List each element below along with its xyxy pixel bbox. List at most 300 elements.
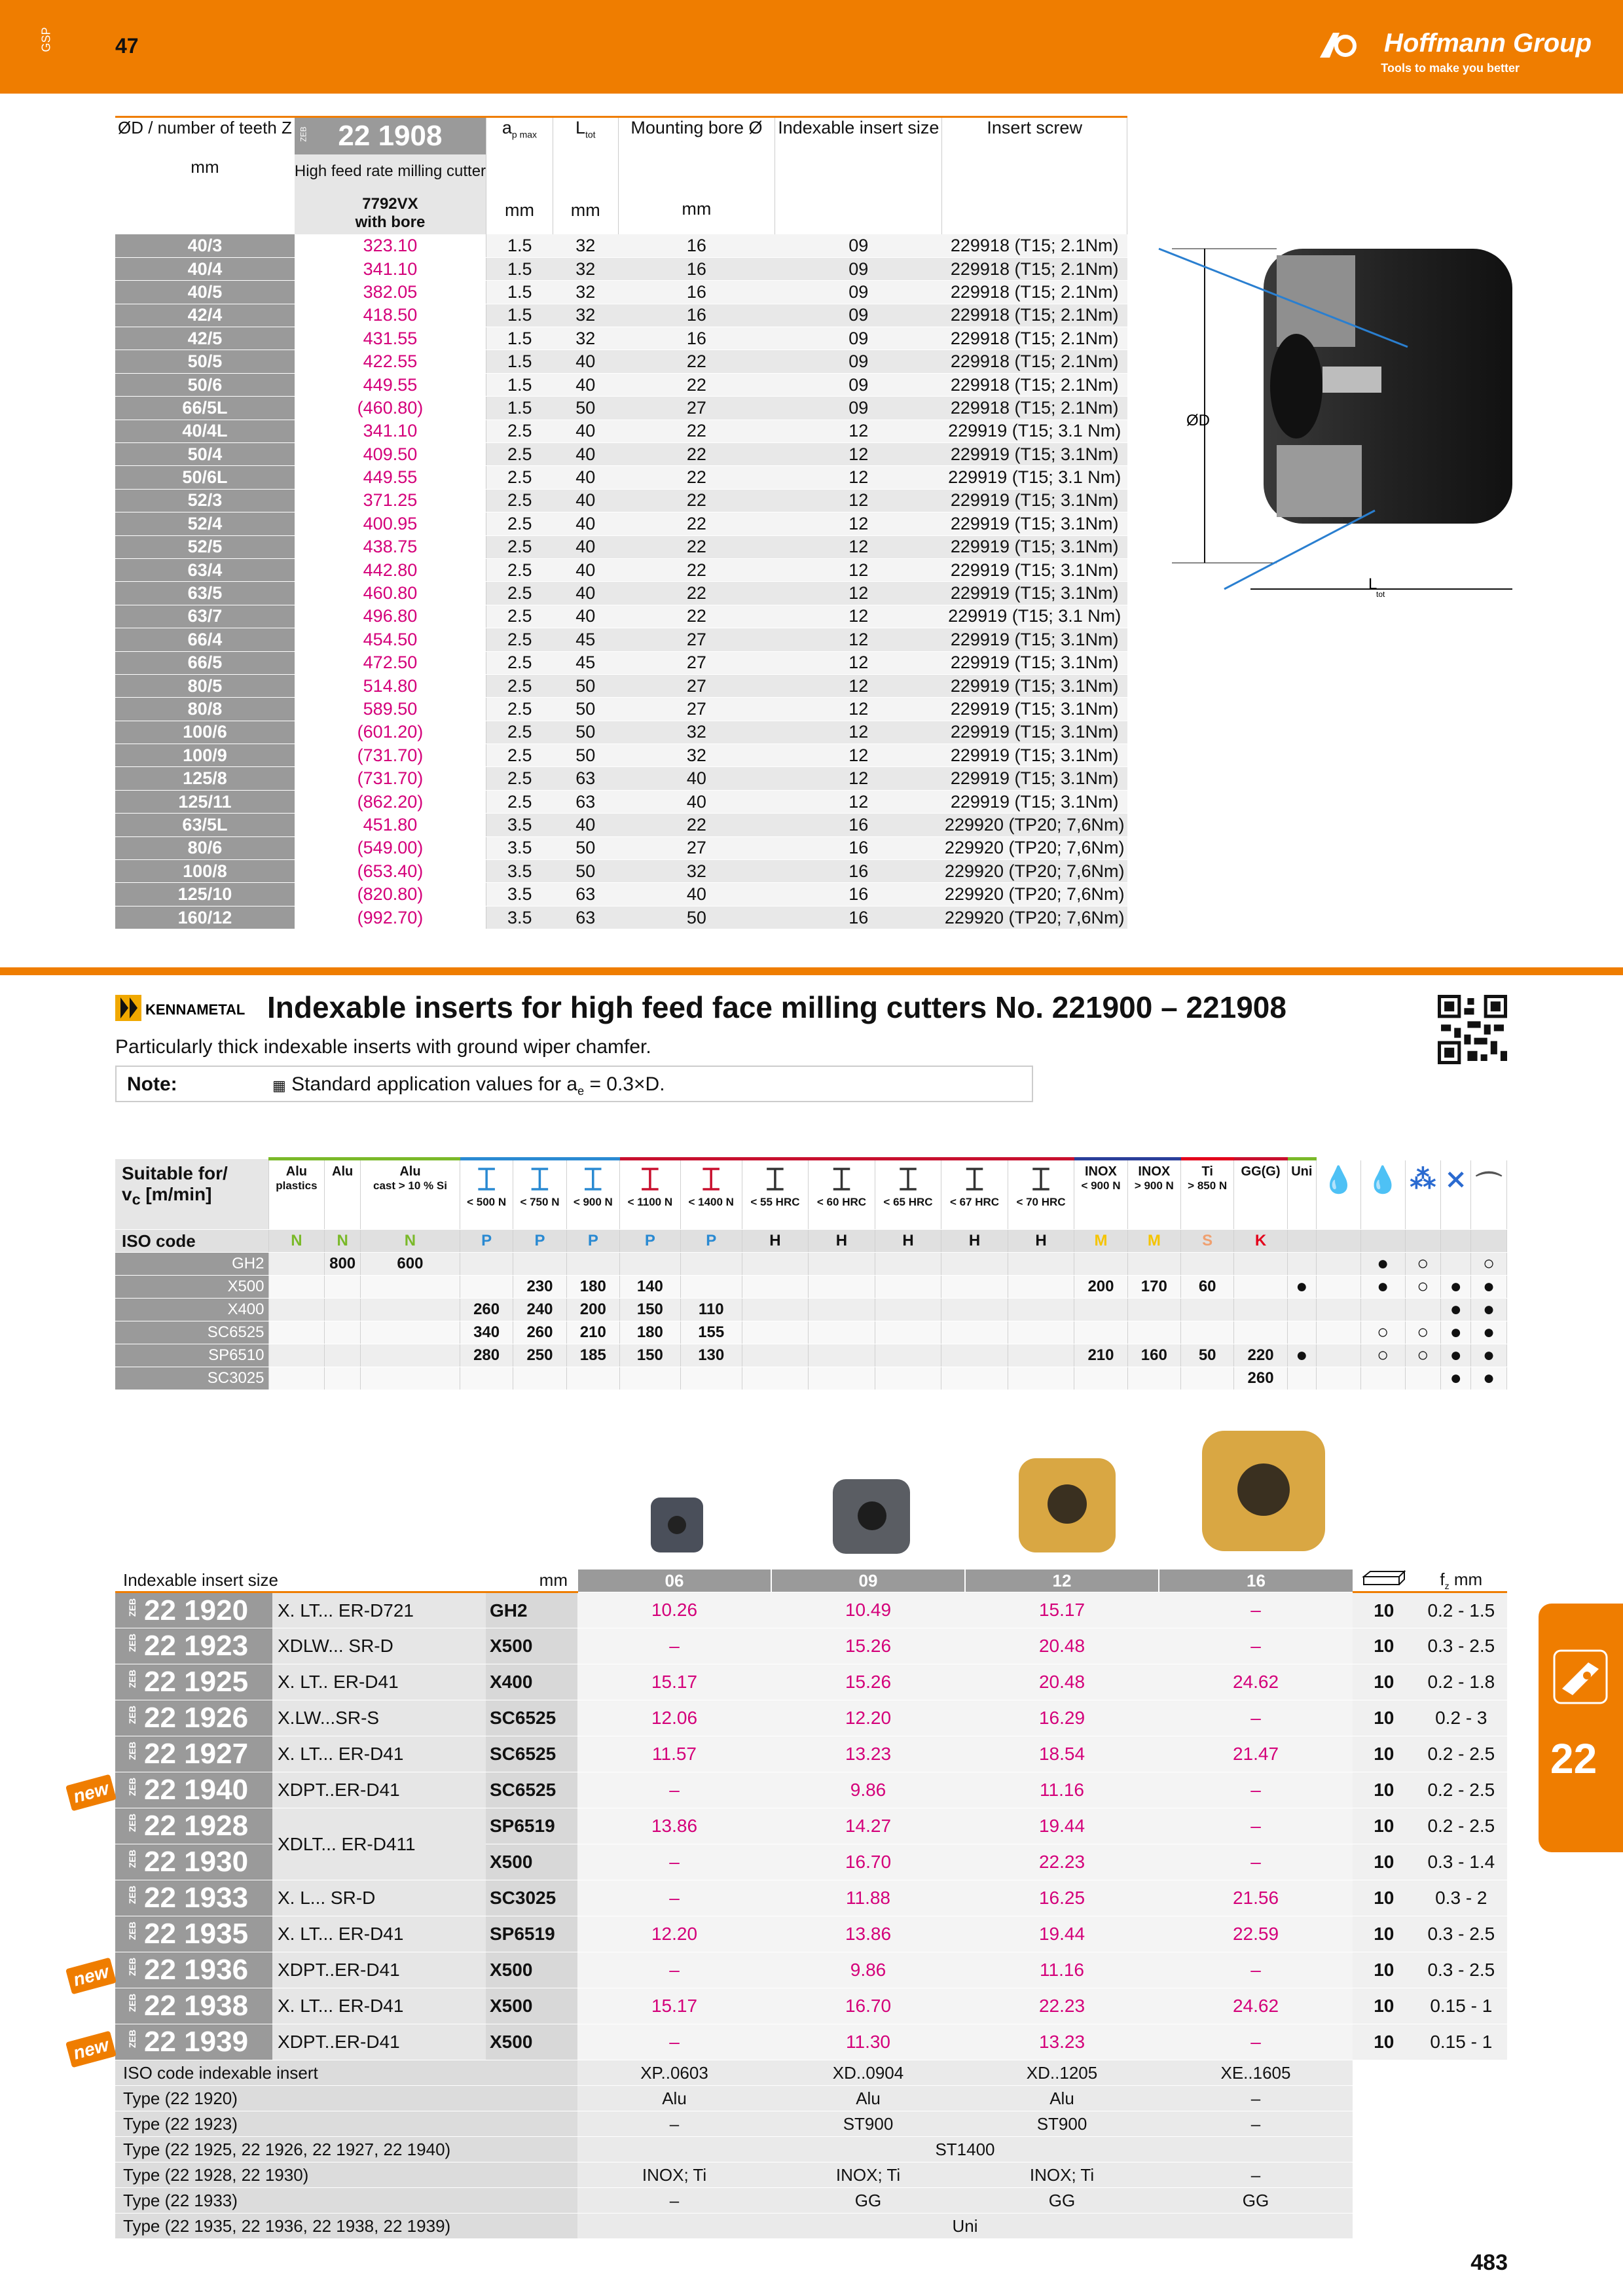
- bore-cell: 40: [618, 790, 775, 813]
- grade-cell: SC6525: [486, 1700, 577, 1736]
- fz-cell: 0.15 - 1: [1415, 1988, 1507, 2024]
- grade-cell: X400: [486, 1664, 577, 1700]
- vc-cell: [1441, 1253, 1471, 1276]
- material-spec: cast > 10 % Si: [373, 1179, 447, 1192]
- zeb-label: ZEB: [127, 1850, 137, 1869]
- ltot-cell: 50: [553, 836, 618, 859]
- material-col-8: [742, 1159, 809, 1230]
- vc-cell: [1181, 1367, 1234, 1390]
- bore-cell: 22: [618, 605, 775, 628]
- size-06: 06: [577, 1570, 771, 1592]
- vc-cell: ●: [1441, 1299, 1471, 1321]
- material-spec: < 900 N: [573, 1196, 613, 1208]
- bore-cell: 16: [618, 281, 775, 304]
- diameter-cell: 40/5: [115, 281, 295, 304]
- table-row: [115, 489, 1127, 512]
- type-empty: [1415, 2111, 1507, 2137]
- ap-cell: 2.5: [486, 628, 553, 651]
- material-col-16: [1234, 1159, 1287, 1230]
- fz-head: [1415, 1570, 1507, 1592]
- bore-cell: 22: [618, 466, 775, 489]
- ap-cell: 3.5: [486, 860, 553, 883]
- diameter-cell: 40/4: [115, 257, 295, 280]
- vc-cell: 240: [513, 1299, 566, 1321]
- insert-row: [115, 1988, 1507, 2024]
- ap-cell: 2.5: [486, 558, 553, 581]
- vc-cell: [268, 1276, 325, 1299]
- type-empty: [1353, 2060, 1415, 2086]
- screw-cell: 229919 (T15; 3.1Nm): [942, 628, 1127, 651]
- insert-size-cell: 12: [775, 512, 942, 535]
- type-cell: GG: [1159, 2188, 1353, 2214]
- application-table: [115, 1157, 1507, 1390]
- material-name: Alu: [399, 1164, 421, 1179]
- bore-cell: 22: [618, 558, 775, 581]
- grade-cell: X500: [486, 1844, 577, 1880]
- insert-06-image: [648, 1492, 707, 1555]
- price-cell: 12.06: [577, 1700, 771, 1736]
- vc-cell: 170: [1127, 1276, 1180, 1299]
- vc-cell: ●: [1287, 1344, 1316, 1367]
- grade-cell: SP6519: [486, 1808, 577, 1844]
- diameter-cell: 125/8: [115, 767, 295, 790]
- price-cell: (992.70): [295, 906, 486, 929]
- iso-cell: [1317, 1230, 1361, 1253]
- vc-cell: [1405, 1367, 1441, 1390]
- price-cell: 22.59: [1159, 1916, 1353, 1952]
- price-cell: 11.16: [965, 1952, 1159, 1988]
- hoffmann-logo-icon: [1317, 30, 1362, 60]
- price-cell: –: [1159, 1772, 1353, 1808]
- price-cell: 16.70: [771, 1988, 965, 2024]
- table-row: [115, 443, 1127, 466]
- price-cell: 442.80: [295, 558, 486, 581]
- vc-cell: [941, 1299, 1008, 1321]
- vc-cell: ●: [1441, 1321, 1471, 1344]
- screw-cell: 229918 (T15; 2.1Nm): [942, 281, 1127, 304]
- vc-cell: [1234, 1276, 1287, 1299]
- material-spec: < 750 N: [520, 1196, 560, 1208]
- price-cell: 323.10: [295, 234, 486, 257]
- vc-cell: 200: [1074, 1276, 1127, 1299]
- pack-qty-cell: 10: [1353, 1988, 1415, 2024]
- zeb-label: ZEB: [127, 1670, 137, 1689]
- insert-row: [115, 2024, 1507, 2060]
- article-number: 22 1940: [144, 1774, 249, 1806]
- vc-cell: 140: [620, 1276, 681, 1299]
- fz-label: f: [1440, 1570, 1445, 1589]
- table-row: [115, 767, 1127, 790]
- price-cell: –: [1159, 2024, 1353, 2060]
- material-name: GG(G): [1241, 1164, 1281, 1179]
- vc-cell: [742, 1321, 809, 1344]
- material-col-2: [360, 1159, 460, 1230]
- grade-row: [115, 1367, 1507, 1390]
- price-cell: 341.10: [295, 420, 486, 442]
- vc-cell: [360, 1367, 460, 1390]
- screw-cell: 229919 (T15; 3.1 Nm): [942, 605, 1127, 628]
- price-cell: –: [1159, 1628, 1353, 1664]
- type-label: Type (22 1925, 22 1926, 22 1927, 22 1940): [115, 2137, 577, 2162]
- bore-cell: 40: [618, 883, 775, 906]
- vc-cell: [875, 1253, 941, 1276]
- iso-cell: S: [1181, 1230, 1234, 1253]
- ltot-cell: 50: [553, 674, 618, 697]
- price-cell: 422.55: [295, 350, 486, 373]
- vc-text: v: [122, 1183, 132, 1204]
- type-cell: Alu: [577, 2086, 771, 2111]
- vc-cell: [1287, 1367, 1316, 1390]
- screw-cell: 229920 (TP20; 7,6Nm): [942, 814, 1127, 836]
- bore-cell: 22: [618, 535, 775, 558]
- vc-cell: [1317, 1321, 1361, 1344]
- ap-cell: 1.5: [486, 327, 553, 350]
- insert-size-cell: 12: [775, 443, 942, 466]
- material-col-14: [1127, 1159, 1180, 1230]
- article-number-cell: [115, 1988, 272, 2024]
- steel-beam-icon: ⌶: [765, 1162, 785, 1197]
- ltot-cell: 50: [553, 744, 618, 767]
- insert-16-image: [1198, 1424, 1329, 1555]
- price-cell: (731.70): [295, 767, 486, 790]
- bore-cell: 32: [618, 721, 775, 744]
- diameter-cell: 100/8: [115, 860, 295, 883]
- article-number: 22 1935: [144, 1918, 249, 1950]
- iso-row: [115, 1230, 1507, 1253]
- vc-cell: [1127, 1321, 1180, 1344]
- chapter-tab[interactable]: [1539, 1604, 1623, 1852]
- insert-size-cell: 09: [775, 373, 942, 396]
- vc-cell: [1008, 1367, 1074, 1390]
- article-number: 22 1920: [144, 1594, 249, 1626]
- grade-row: [115, 1253, 1507, 1276]
- grade-name: X400: [115, 1299, 268, 1321]
- screw-cell: 229918 (T15; 2.1Nm): [942, 304, 1127, 327]
- zeb-label: ZEB: [127, 1706, 137, 1725]
- material-spec: < 65 HRC: [883, 1196, 933, 1208]
- insert-size-cell: 12: [775, 535, 942, 558]
- ap-cell: 2.5: [486, 512, 553, 535]
- vc-cell: [941, 1321, 1008, 1344]
- bore-cell: 27: [618, 628, 775, 651]
- ltot-cell: 45: [553, 628, 618, 651]
- steel-beam-icon: ⌶: [832, 1162, 851, 1197]
- zeb-label: ZEB: [127, 1886, 137, 1905]
- section-divider: [0, 967, 1623, 975]
- insert-desc: X. LT.. ER-D41: [272, 1664, 486, 1700]
- kennametal-brand: KENNAMETAL: [145, 1001, 246, 1018]
- price-cell: 14.27: [771, 1808, 965, 1844]
- vc-cell: [1074, 1367, 1127, 1390]
- vc-cell: [566, 1253, 619, 1276]
- table-row: [115, 466, 1127, 489]
- vc-cell: [809, 1367, 875, 1390]
- price-cell: –: [1159, 1844, 1353, 1880]
- new-badge: new: [65, 2031, 117, 2068]
- article-number: 22 1939: [144, 2026, 249, 2058]
- type-row: [115, 2162, 1507, 2188]
- ap-label: a: [501, 118, 512, 137]
- vc-cell: [1008, 1344, 1074, 1367]
- insert-size-cell: 12: [775, 489, 942, 512]
- vc-cell: ●: [1441, 1344, 1471, 1367]
- price-cell: 454.50: [295, 628, 486, 651]
- vc-cell: [513, 1253, 566, 1276]
- price-cell: 21.47: [1159, 1736, 1353, 1772]
- price-cell: 9.86: [771, 1952, 965, 1988]
- bore-cell: 22: [618, 582, 775, 605]
- vc-cell: [742, 1367, 809, 1390]
- material-name: Ti: [1201, 1164, 1213, 1179]
- type-empty: [1415, 2060, 1507, 2086]
- grade-name: SC3025: [115, 1367, 268, 1390]
- article-number-cell: [115, 1592, 272, 1628]
- price-cell: 10.49: [771, 1592, 965, 1628]
- material-name: Alu: [285, 1164, 307, 1179]
- pack-qty-cell: 10: [1353, 1952, 1415, 1988]
- iso-cell: M: [1127, 1230, 1180, 1253]
- section-title: Indexable inserts for high feed face milling cutters No. 221900 – 221908: [267, 990, 1286, 1024]
- vc-cell: [1008, 1321, 1074, 1344]
- fz-cell: 0.2 - 1.8: [1415, 1664, 1507, 1700]
- material-name: INOX: [1085, 1164, 1117, 1179]
- vc-cell: [460, 1253, 513, 1276]
- price-cell: (653.40): [295, 860, 486, 883]
- diameter-cell: 63/7: [115, 605, 295, 628]
- diameter-cell: 50/4: [115, 443, 295, 466]
- bore-cell: 22: [618, 350, 775, 373]
- steel-beam-icon: ⌶: [583, 1162, 603, 1197]
- bore-cell: 16: [618, 234, 775, 257]
- insert-desc: X. L... SR-D: [272, 1880, 486, 1916]
- ap-unit: mm: [504, 200, 534, 221]
- pack-head: [1353, 1570, 1415, 1592]
- price-cell: –: [577, 1880, 771, 1916]
- package-icon: [1361, 1570, 1407, 1586]
- ltot-cell: 40: [553, 535, 618, 558]
- price-cell: 15.26: [771, 1664, 965, 1700]
- ap-cell: 3.5: [486, 906, 553, 929]
- price-cell: –: [1159, 1808, 1353, 1844]
- material-spec: < 900 N: [1081, 1179, 1121, 1192]
- screw-cell: 229919 (T15; 3.1Nm): [942, 558, 1127, 581]
- vc-cell: [809, 1321, 875, 1344]
- screw-cell: 229919 (T15; 3.1Nm): [942, 674, 1127, 697]
- material-col-0: [268, 1159, 325, 1230]
- page-header: [0, 0, 1623, 94]
- pack-qty-cell: 10: [1353, 2024, 1415, 2060]
- diameter-cell: 40/3: [115, 234, 295, 257]
- price-cell: –: [577, 1628, 771, 1664]
- screw-cell: 229918 (T15; 2.1Nm): [942, 257, 1127, 280]
- material-name: Alu: [332, 1164, 354, 1179]
- pack-qty-cell: 10: [1353, 1664, 1415, 1700]
- insert-size-cell: 12: [775, 582, 942, 605]
- screw-cell: 229920 (TP20; 7,6Nm): [942, 860, 1127, 883]
- vc-cell: [941, 1344, 1008, 1367]
- grade-name: GH2: [115, 1253, 268, 1276]
- vc-cell: ○: [1360, 1321, 1405, 1344]
- article-number: 22 1930: [144, 1846, 249, 1878]
- ltot-cell: 32: [553, 257, 618, 280]
- oil-drop-icon: 💧: [1322, 1166, 1355, 1194]
- material-col-4: [513, 1159, 566, 1230]
- screw-cell: 229919 (T15; 3.1 Nm): [942, 466, 1127, 489]
- price-cell: 18.54: [965, 1736, 1159, 1772]
- article-number: 22 1936: [144, 1954, 249, 1986]
- iso-cell: M: [1074, 1230, 1127, 1253]
- insert-row: [115, 1952, 1507, 1988]
- bore-cell: 32: [618, 744, 775, 767]
- ap-cell: 2.5: [486, 744, 553, 767]
- length-label: L: [1368, 575, 1377, 593]
- bore-cell: 27: [618, 698, 775, 721]
- diameter-cell: 52/5: [115, 535, 295, 558]
- bore-cell: 16: [618, 304, 775, 327]
- fz-cell: 0.2 - 1.5: [1415, 1592, 1507, 1628]
- article-number: 22 1908: [338, 120, 443, 152]
- screw-cell: 229919 (T15; 3.1Nm): [942, 443, 1127, 466]
- price-cell: 418.50: [295, 304, 486, 327]
- insert-row: [115, 1916, 1507, 1952]
- iso-cell: P: [620, 1230, 681, 1253]
- insert-desc: XDLT... ER-D411: [272, 1808, 486, 1880]
- vc-cell: [875, 1367, 941, 1390]
- pack-qty-cell: 10: [1353, 1628, 1415, 1664]
- type-span-cell: ST1400: [577, 2137, 1353, 2162]
- ltot-cell: 63: [553, 767, 618, 790]
- iso-cell: P: [513, 1230, 566, 1253]
- insert-row: [115, 1628, 1507, 1664]
- fz-cell: 0.15 - 1: [1415, 2024, 1507, 2060]
- price-cell: –: [577, 1844, 771, 1880]
- ltot-cell: 40: [553, 373, 618, 396]
- steel-beam-icon: ⌶: [898, 1162, 918, 1197]
- price-cell: 15.17: [577, 1988, 771, 2024]
- vc-unit: [m/min]: [140, 1183, 212, 1204]
- price-cell: 24.62: [1159, 1988, 1353, 2024]
- bore-cell: 22: [618, 373, 775, 396]
- type-cell: GG: [771, 2188, 965, 2214]
- article-type: 7792VX: [295, 188, 486, 213]
- diameter-cell: 66/5L: [115, 397, 295, 420]
- ltot-cell: 40: [553, 558, 618, 581]
- note-icon: ▦: [272, 1077, 286, 1094]
- bore-cell: 22: [618, 420, 775, 442]
- grade-cell: X500: [486, 1952, 577, 1988]
- screw-cell: 229920 (TP20; 7,6Nm): [942, 906, 1127, 929]
- material-spec: < 60 HRC: [816, 1196, 867, 1208]
- fz-cell: 0.2 - 2.5: [1415, 1808, 1507, 1844]
- vc-cell: ●: [1471, 1367, 1507, 1390]
- vc-cell: 150: [620, 1344, 681, 1367]
- insert-size-cell: 09: [775, 350, 942, 373]
- insert-size-cell: 09: [775, 281, 942, 304]
- vc-cell: 230: [513, 1276, 566, 1299]
- material-col-9: [809, 1159, 875, 1230]
- material-col-20: [1405, 1159, 1441, 1230]
- price-cell: 9.86: [771, 1772, 965, 1808]
- ap-cell: 2.5: [486, 582, 553, 605]
- insert-price-table: [115, 1570, 1507, 2239]
- price-cell: –: [1159, 1592, 1353, 1628]
- article-number: 22 1923: [144, 1630, 249, 1662]
- brand-name: Hoffmann Group: [1383, 29, 1592, 58]
- type-cell: XD..1205: [965, 2060, 1159, 2086]
- vc-cell: ●: [1287, 1276, 1316, 1299]
- price-cell: 12.20: [577, 1916, 771, 1952]
- zeb-label: ZEB: [127, 1994, 137, 2013]
- type-empty: [1353, 2162, 1415, 2188]
- vc-cell: ○: [1360, 1344, 1405, 1367]
- iso-cell: H: [742, 1230, 809, 1253]
- price-cell: 15.26: [771, 1628, 965, 1664]
- material-col-21: [1441, 1159, 1471, 1230]
- vc-cell: ○: [1471, 1253, 1507, 1276]
- insert-desc: X. LT... ER-D721: [272, 1592, 486, 1628]
- vc-cell: [809, 1299, 875, 1321]
- price-cell: 449.55: [295, 373, 486, 396]
- ltot-cell: 63: [553, 906, 618, 929]
- type-cell: –: [577, 2188, 771, 2214]
- grade-cell: X500: [486, 2024, 577, 2060]
- iso-cell: K: [1234, 1230, 1287, 1253]
- article-number-cell: [115, 1628, 272, 1664]
- zeb-label: ZEB: [299, 126, 308, 142]
- mist-icon: ⌒: [1476, 1171, 1503, 1200]
- vc-cell: 210: [1074, 1344, 1127, 1367]
- article-number-cell: [115, 1700, 272, 1736]
- material-spec: < 1100 N: [627, 1196, 673, 1208]
- table-row: [115, 860, 1127, 883]
- vc-cell: [1317, 1367, 1361, 1390]
- grade-row: [115, 1299, 1507, 1321]
- vc-cell: [809, 1276, 875, 1299]
- price-cell: 449.55: [295, 466, 486, 489]
- type-empty: [1415, 2214, 1507, 2239]
- ltot-cell: 40: [553, 443, 618, 466]
- pack-qty-cell: 10: [1353, 1592, 1415, 1628]
- vc-cell: [875, 1321, 941, 1344]
- vc-cell: [1360, 1299, 1405, 1321]
- article-number-cell: [115, 1736, 272, 1772]
- grade-name: SC6525: [115, 1321, 268, 1344]
- insert-size-cell: 12: [775, 605, 942, 628]
- bore-cell: 40: [618, 767, 775, 790]
- note-box: [115, 1066, 1033, 1102]
- diameter-label: ØD: [1186, 412, 1210, 429]
- iso-cell: N: [360, 1230, 460, 1253]
- vc-cell: [1234, 1299, 1287, 1321]
- grade-row: [115, 1321, 1507, 1344]
- iso-cell: [1287, 1230, 1316, 1253]
- price-cell: 21.56: [1159, 1880, 1353, 1916]
- suitable-text: Suitable for/: [122, 1162, 228, 1183]
- ltot-cell: 50: [553, 721, 618, 744]
- page-number: 483: [1470, 2250, 1508, 2275]
- table-row: [115, 512, 1127, 535]
- pack-qty-cell: 10: [1353, 1808, 1415, 1844]
- vc-cell: [1074, 1299, 1127, 1321]
- vc-cell: [1181, 1299, 1234, 1321]
- ltot-cell: 63: [553, 883, 618, 906]
- vc-cell: [325, 1367, 361, 1390]
- iso-cell: H: [1008, 1230, 1074, 1253]
- vc-cell: ●: [1441, 1276, 1471, 1299]
- price-cell: 400.95: [295, 512, 486, 535]
- size-head-label: Indexable insert size: [115, 1570, 486, 1592]
- iso-cell: [1360, 1230, 1405, 1253]
